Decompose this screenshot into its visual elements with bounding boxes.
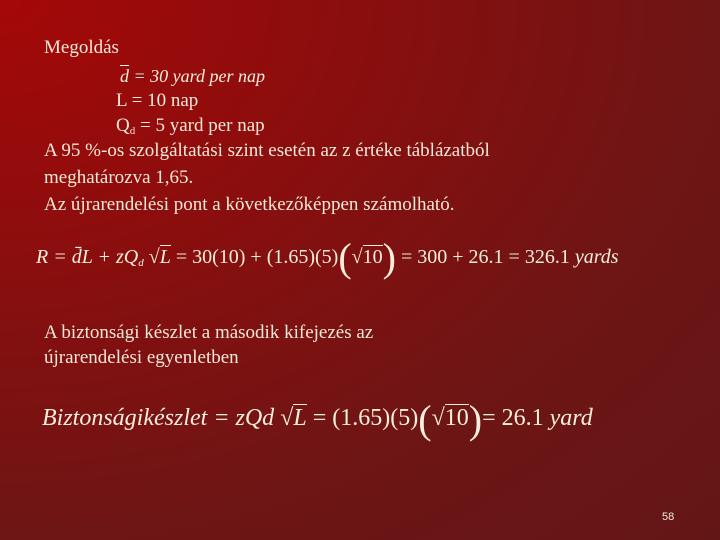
given-L: L = 10 nap — [116, 90, 199, 111]
formula2-open-paren: ( — [418, 397, 432, 442]
safety-stock-formula — [42, 397, 593, 442]
formula2-close-paren: ) — [468, 397, 483, 442]
formula1-unit: yards — [574, 246, 619, 268]
formula1-result: = 300 + 26.1 = 326.1 — [395, 246, 575, 268]
para1-line2: meghatározva 1,65. — [44, 167, 194, 188]
formula2-sqrt-L: √L — [280, 405, 307, 431]
slide-heading: Megoldás — [44, 37, 119, 58]
given-Qd — [116, 115, 265, 142]
para2-line2: újrarendelési egyenletben — [44, 347, 239, 368]
formula1-eq1: = 30(10) + (1.65)(5) — [170, 246, 339, 268]
page-number: 58 — [662, 511, 675, 523]
formula1-lhs: R = d̄L + zQ — [36, 246, 139, 268]
formula2-lhs: Biztonságikészlet = zQd — [42, 405, 275, 431]
formula1-sqrt-var: L — [159, 246, 171, 268]
reorder-point-formula — [36, 235, 619, 280]
formula2-eq1: = (1.65)(5) — [306, 405, 419, 431]
formula1-sqrt-num: 10 — [362, 246, 383, 268]
para2-line1: A biztonsági készlet a második kifejezés az — [44, 322, 374, 343]
given-Qd-rest: = 5 yard per nap — [135, 115, 265, 136]
formula2-result: = 26.1 — [482, 405, 550, 431]
given-Qd-Q: Q — [116, 115, 130, 136]
formula2-sqrt-10: √10 — [431, 405, 469, 431]
para1-line1: A 95 %-os szolgáltatási szint esetén az z értéke táblázatból — [44, 140, 490, 161]
para1-line3: Az újrarendelési pont a következőképpen számolható. — [44, 194, 455, 215]
given-d-var: $\overline{d}$ — [120, 66, 129, 86]
formula1-sqrt-10: √10 — [351, 246, 383, 268]
formula1-open-paren: ( — [338, 235, 352, 280]
formula1-close-paren: ) — [382, 235, 396, 280]
formula2-sqrt-var: L — [293, 405, 307, 431]
formula1-sqrt-L: √L — [148, 246, 171, 268]
given-d-rest: = 30 yard per nap — [133, 66, 265, 86]
formula1-sub: d — [138, 257, 144, 269]
formula2-unit: yard — [549, 405, 593, 431]
given-d — [120, 66, 265, 87]
formula2-sqrt-num: 10 — [444, 405, 469, 431]
given-Qd-sub: d — [129, 125, 136, 137]
